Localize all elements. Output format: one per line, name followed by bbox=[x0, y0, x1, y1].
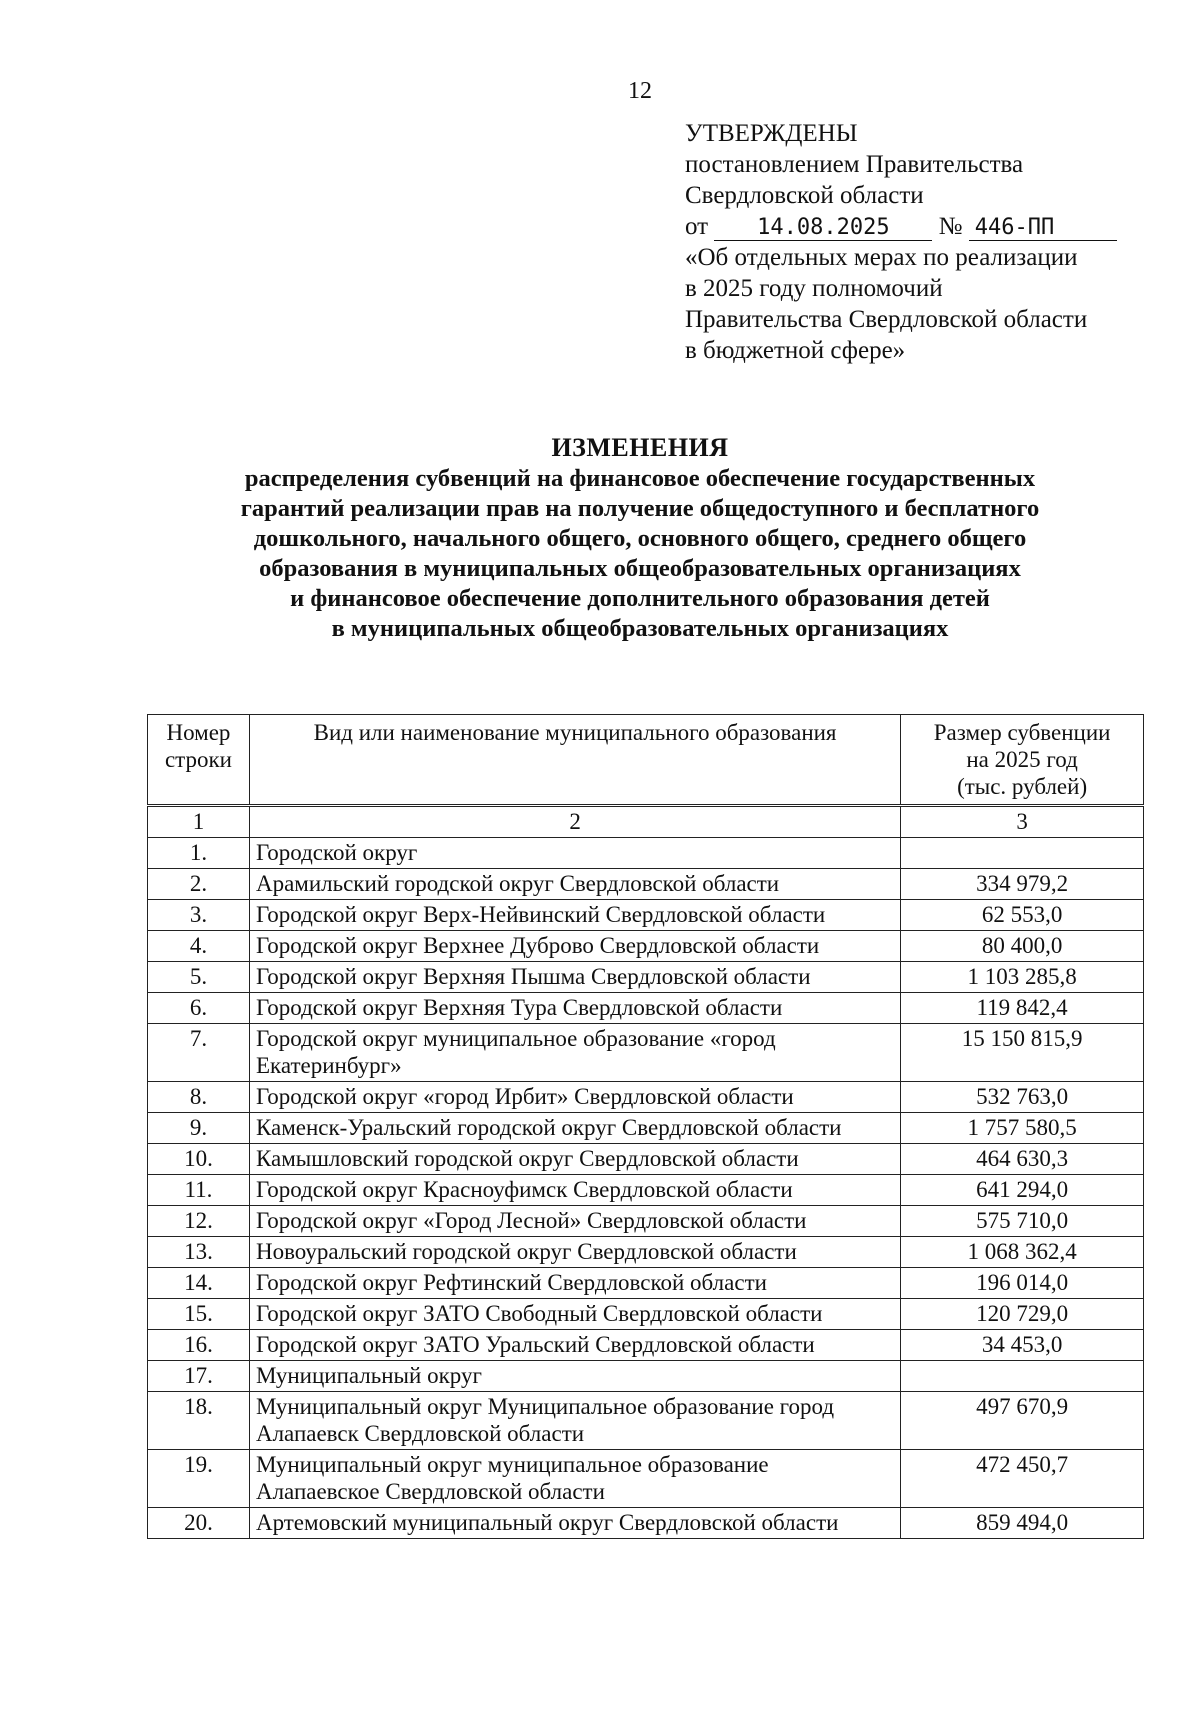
row-number-cell: 18. bbox=[148, 1392, 250, 1450]
table-row bbox=[148, 1450, 1144, 1508]
municipality-name-cell: Арамильский городской округ Свердловской области bbox=[249, 869, 900, 900]
municipality-name-cell: Муниципальный округ муниципальное образование Алапаевское Свердловской области bbox=[249, 1450, 900, 1508]
approval-line-2: Свердловской области bbox=[685, 182, 924, 209]
subvention-table bbox=[147, 714, 1144, 1539]
subvention-amount-cell: 62 553,0 bbox=[901, 900, 1144, 931]
table-row bbox=[148, 1206, 1144, 1237]
subvention-amount-cell: 119 842,4 bbox=[901, 993, 1144, 1024]
column-numbers-row bbox=[148, 806, 1144, 838]
table-row bbox=[148, 1237, 1144, 1268]
row-number-cell: 20. bbox=[148, 1508, 250, 1539]
header-amount-line-3: (тыс. рублей) bbox=[957, 774, 1088, 799]
subvention-amount-cell bbox=[901, 1361, 1144, 1392]
subvention-amount-cell: 1 068 362,4 bbox=[901, 1237, 1144, 1268]
header-amount-line-1: Размер субвенции bbox=[933, 720, 1111, 745]
municipality-name-cell: Артемовский муниципальный округ Свердловской области bbox=[249, 1508, 900, 1539]
column-number-1: 1 bbox=[148, 806, 250, 838]
column-number-2: 2 bbox=[249, 806, 900, 838]
approval-title-line-1: «Об отдельных мерах по реализации bbox=[685, 244, 1078, 271]
table-row bbox=[148, 900, 1144, 931]
table-row bbox=[148, 1024, 1144, 1082]
approval-heading: УТВЕРЖДЕНЫ bbox=[685, 120, 858, 147]
row-number-cell: 1. bbox=[148, 838, 250, 869]
table-row bbox=[148, 931, 1144, 962]
row-number-cell: 17. bbox=[148, 1361, 250, 1392]
table-row bbox=[148, 962, 1144, 993]
page-number: 12 bbox=[628, 78, 652, 104]
row-number-cell: 9. bbox=[148, 1113, 250, 1144]
row-number-cell: 19. bbox=[148, 1450, 250, 1508]
municipality-name-cell: Городской округ Верхнее Дуброво Свердловской области bbox=[249, 931, 900, 962]
row-number-cell: 13. bbox=[148, 1237, 250, 1268]
row-number-cell: 7. bbox=[148, 1024, 250, 1082]
subvention-amount-cell: 1 103 285,8 bbox=[901, 962, 1144, 993]
date-prefix: от bbox=[685, 213, 709, 240]
row-number-cell: 5. bbox=[148, 962, 250, 993]
document-title: ИЗМЕНЕНИЯ bbox=[551, 433, 729, 462]
municipality-name-cell: Муниципальный округ bbox=[249, 1361, 900, 1392]
municipality-name-cell: Городской округ «город Ирбит» Свердловской области bbox=[249, 1082, 900, 1113]
table-row bbox=[148, 1299, 1144, 1330]
subvention-amount-cell: 15 150 815,9 bbox=[901, 1024, 1144, 1082]
approval-title-line-3: Правительства Свердловской области bbox=[685, 306, 1088, 333]
subvention-amount-cell: 120 729,0 bbox=[901, 1299, 1144, 1330]
table-row bbox=[148, 1144, 1144, 1175]
row-number-cell: 16. bbox=[148, 1330, 250, 1361]
municipality-name-cell: Городской округ Верхняя Тура Свердловской области bbox=[249, 993, 900, 1024]
header-row-number: Номер строки bbox=[148, 715, 250, 806]
municipality-name-cell: Городской округ муниципальное образование «город Екатеринбург» bbox=[249, 1024, 900, 1082]
table-row bbox=[148, 1113, 1144, 1144]
municipality-name-cell: Каменск-Уральский городской округ Свердловской области bbox=[249, 1113, 900, 1144]
row-number-cell: 6. bbox=[148, 993, 250, 1024]
header-municipality: Вид или наименование муниципального образования bbox=[249, 715, 900, 806]
subvention-amount-cell: 575 710,0 bbox=[901, 1206, 1144, 1237]
subvention-amount-cell: 196 014,0 bbox=[901, 1268, 1144, 1299]
row-number-cell: 2. bbox=[148, 869, 250, 900]
municipality-name-cell: Городской округ Верх-Нейвинский Свердловской области bbox=[249, 900, 900, 931]
document-heading bbox=[140, 432, 1140, 644]
approval-date-line bbox=[685, 211, 1155, 242]
municipality-name-cell: Городской округ Красноуфимск Свердловской области bbox=[249, 1175, 900, 1206]
table-row bbox=[148, 1330, 1144, 1361]
subvention-amount-cell: 859 494,0 bbox=[901, 1508, 1144, 1539]
table-row bbox=[148, 1268, 1144, 1299]
municipality-name-cell: Городской округ Верхняя Пышма Свердловской области bbox=[249, 962, 900, 993]
row-number-cell: 11. bbox=[148, 1175, 250, 1206]
table-row bbox=[148, 1392, 1144, 1450]
subvention-amount-cell: 532 763,0 bbox=[901, 1082, 1144, 1113]
row-number-cell: 4. bbox=[148, 931, 250, 962]
approval-block bbox=[685, 118, 1155, 366]
subtitle-line-6: в муниципальных общеобразовательных организациях bbox=[331, 615, 949, 642]
subtitle-line-3: дошкольного, начального общего, основного общего, среднего общего bbox=[253, 525, 1027, 552]
municipality-name-cell: Городской округ ЗАТО Свободный Свердловской области bbox=[249, 1299, 900, 1330]
row-number-cell: 12. bbox=[148, 1206, 250, 1237]
row-number-cell: 3. bbox=[148, 900, 250, 931]
subtitle-line-5: и финансовое обеспечение дополнительного образования детей bbox=[290, 585, 990, 612]
subtitle-line-4: образования в муниципальных общеобразовательных организациях bbox=[259, 555, 1021, 582]
municipality-name-cell: Городской округ bbox=[249, 838, 900, 869]
table-header-row bbox=[148, 715, 1144, 806]
row-number-cell: 14. bbox=[148, 1268, 250, 1299]
subvention-amount-cell: 464 630,3 bbox=[901, 1144, 1144, 1175]
subtitle-line-2: гарантий реализации прав на получение общедоступного и бесплатного bbox=[240, 495, 1040, 522]
row-number-cell: 8. bbox=[148, 1082, 250, 1113]
subvention-amount-cell: 641 294,0 bbox=[901, 1175, 1144, 1206]
municipality-name-cell: Городской округ «Город Лесной» Свердловской области bbox=[249, 1206, 900, 1237]
municipality-name-cell: Городской округ ЗАТО Уральский Свердловской области bbox=[249, 1330, 900, 1361]
row-number-cell: 15. bbox=[148, 1299, 250, 1330]
table-row bbox=[148, 1508, 1144, 1539]
header-amount-line-2: на 2025 год bbox=[966, 747, 1078, 772]
table-row bbox=[148, 993, 1144, 1024]
table-row bbox=[148, 1361, 1144, 1392]
municipality-name-cell: Городской округ Рефтинский Свердловской области bbox=[249, 1268, 900, 1299]
row-number-cell: 10. bbox=[148, 1144, 250, 1175]
table-row bbox=[148, 838, 1144, 869]
number-sign: № bbox=[938, 213, 963, 240]
table-row bbox=[148, 869, 1144, 900]
header-amount bbox=[901, 715, 1144, 806]
subvention-amount-cell: 34 453,0 bbox=[901, 1330, 1144, 1361]
approval-line-1: постановлением Правительства bbox=[685, 151, 1024, 178]
approval-title-line-2: в 2025 году полномочий bbox=[685, 275, 943, 302]
approval-number: 446-ПП bbox=[969, 216, 1117, 241]
table-row bbox=[148, 1082, 1144, 1113]
subvention-amount-cell: 1 757 580,5 bbox=[901, 1113, 1144, 1144]
approval-date: 14.08.2025 bbox=[714, 216, 932, 241]
subtitle-line-1: распределения субвенций на финансовое обеспечение государственных bbox=[244, 465, 1036, 492]
subvention-amount-cell: 334 979,2 bbox=[901, 869, 1144, 900]
column-number-3: 3 bbox=[901, 806, 1144, 838]
municipality-name-cell: Муниципальный округ Муниципальное образование город Алапаевск Свердловской области bbox=[249, 1392, 900, 1450]
subvention-amount-cell: 472 450,7 bbox=[901, 1450, 1144, 1508]
municipality-name-cell: Камышловский городской округ Свердловской области bbox=[249, 1144, 900, 1175]
municipality-name-cell: Новоуральский городской округ Свердловской области bbox=[249, 1237, 900, 1268]
subvention-amount-cell bbox=[901, 838, 1144, 869]
subvention-amount-cell: 80 400,0 bbox=[901, 931, 1144, 962]
approval-title-line-4: в бюджетной сфере» bbox=[685, 337, 906, 364]
table-row bbox=[148, 1175, 1144, 1206]
subvention-amount-cell: 497 670,9 bbox=[901, 1392, 1144, 1450]
